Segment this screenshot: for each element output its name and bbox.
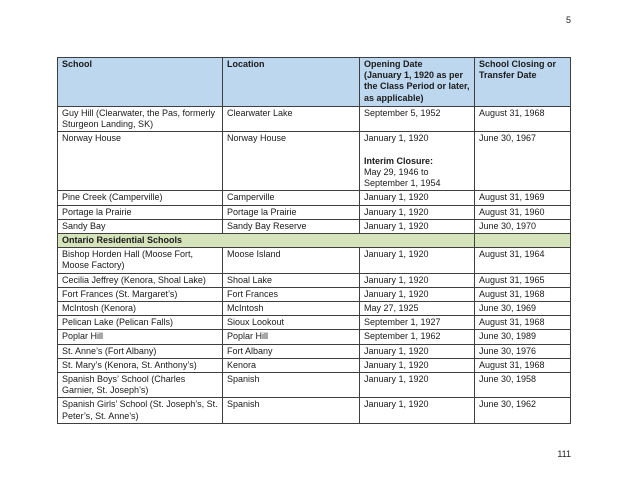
cell-location: Fort Frances: [223, 287, 360, 301]
cell-school: Spanish Girls’ School (St. Joseph’s, St. Peter’s, St. Anne’s): [58, 398, 223, 423]
table-row: [58, 191, 571, 205]
cell-closing: June 30, 1976: [475, 344, 571, 358]
cell-closing: June 30, 1970: [475, 219, 571, 233]
cell-opening: January 1, 1920: [360, 205, 475, 219]
interim-closure-dates: May 29, 1946 to: [364, 167, 429, 177]
cell-location: Moose Island: [223, 248, 360, 273]
cell-opening: September 5, 1952: [360, 107, 475, 132]
cell-location: Spanish: [223, 373, 360, 398]
cell-opening: September 1, 1927: [360, 316, 475, 330]
cell-school: Cecilia Jeffrey (Kenora, Shoal Lake): [58, 273, 223, 287]
table-row: [58, 248, 571, 273]
section-header-empty-cell: [475, 234, 571, 248]
table-row: [58, 287, 571, 301]
cell-location: Spanish: [223, 398, 360, 423]
cell-location: Camperville: [223, 191, 360, 205]
cell-school: Guy Hill (Clearwater, the Pas, formerly Sturgeon Landing, SK): [58, 107, 223, 132]
cell-opening: January 1, 1920: [360, 248, 475, 273]
cell-closing: June 30, 1989: [475, 330, 571, 344]
cell-closing: August 31, 1968: [475, 358, 571, 372]
header-school: School: [58, 58, 223, 107]
cell-school: Spanish Boys’ School (Charles Garnier, St. Joseph’s): [58, 373, 223, 398]
cell-school: Fort Frances (St. Margaret’s): [58, 287, 223, 301]
cell-location: Sandy Bay Reserve: [223, 219, 360, 233]
cell-location: Shoal Lake: [223, 273, 360, 287]
interim-closure-dates: September 1, 1954: [364, 178, 441, 189]
cell-closing: June 30, 1967: [475, 132, 571, 191]
cell-closing: August 31, 1968: [475, 287, 571, 301]
opening-date-text: January 1, 1920: [364, 133, 429, 144]
page-number-top: 5: [565, 15, 571, 25]
cell-opening: January 1, 1920: [360, 398, 475, 423]
table-row: [58, 219, 571, 233]
table-row: [58, 330, 571, 344]
cell-location: Poplar Hill: [223, 330, 360, 344]
cell-closing: August 31, 1969: [475, 191, 571, 205]
cell-school: St. Anne’s (Fort Albany): [58, 344, 223, 358]
section-header-label: Ontario Residential Schools: [58, 234, 475, 248]
cell-school: Bishop Horden Hall (Moose Fort, Moose Factory): [58, 248, 223, 273]
cell-location: Portage la Prairie: [223, 205, 360, 219]
cell-school: Poplar Hill: [58, 330, 223, 344]
cell-school: Pine Creek (Camperville): [58, 191, 223, 205]
cell-opening: January 1, 1920: [360, 373, 475, 398]
cell-location: McIntosh: [223, 302, 360, 316]
cell-opening: September 1, 1962: [360, 330, 475, 344]
table-row: [58, 132, 571, 191]
cell-closing: June 30, 1969: [475, 302, 571, 316]
cell-closing: August 31, 1968: [475, 107, 571, 132]
header-closing-date: School Closing or Transfer Date: [475, 58, 571, 107]
header-opening-date-title: Opening Date: [364, 59, 423, 69]
cell-opening: January 1, 1920: [360, 191, 475, 205]
cell-school: McIntosh (Kenora): [58, 302, 223, 316]
cell-opening: January 1, 1920: [360, 273, 475, 287]
cell-opening: [360, 132, 475, 191]
cell-opening: January 1, 1920: [360, 344, 475, 358]
cell-school: Portage la Prairie: [58, 205, 223, 219]
cell-closing: August 31, 1960: [475, 205, 571, 219]
table-row: [58, 358, 571, 372]
cell-location: Sioux Lookout: [223, 316, 360, 330]
cell-school: Sandy Bay: [58, 219, 223, 233]
table-row: [58, 398, 571, 423]
table-row: [58, 373, 571, 398]
cell-opening: January 1, 1920: [360, 358, 475, 372]
table-row: [58, 205, 571, 219]
cell-closing: August 31, 1968: [475, 316, 571, 330]
cell-location: Norway House: [223, 132, 360, 191]
header-location: Location: [223, 58, 360, 107]
header-opening-date-note: (January 1, 1920 as per the Class Period or later, as applicable): [364, 70, 470, 103]
cell-school: St. Mary’s (Kenora, St. Anthony’s): [58, 358, 223, 372]
header-opening-date: [360, 58, 475, 107]
header-row: [58, 58, 571, 107]
table-row: [58, 107, 571, 132]
cell-school: Pelican Lake (Pelican Falls): [58, 316, 223, 330]
cell-school: Norway House: [58, 132, 223, 191]
cell-closing: June 30, 1962: [475, 398, 571, 423]
cell-location: Fort Albany: [223, 344, 360, 358]
page-number-bottom: 111: [557, 449, 571, 459]
cell-closing: August 31, 1964: [475, 248, 571, 273]
cell-location: Kenora: [223, 358, 360, 372]
table-row: [58, 316, 571, 330]
blank-line: [364, 145, 470, 156]
table-row: [58, 344, 571, 358]
residential-schools-table: [57, 57, 571, 424]
section-header-row: [58, 234, 571, 248]
cell-opening: May 27, 1925: [360, 302, 475, 316]
table-row: [58, 273, 571, 287]
table-row: [58, 302, 571, 316]
cell-opening: January 1, 1920: [360, 219, 475, 233]
cell-opening: January 1, 1920: [360, 287, 475, 301]
cell-closing: August 31, 1965: [475, 273, 571, 287]
cell-closing: June 30, 1958: [475, 373, 571, 398]
interim-closure-label: Interim Closure:: [364, 155, 434, 166]
cell-location: Clearwater Lake: [223, 107, 360, 132]
